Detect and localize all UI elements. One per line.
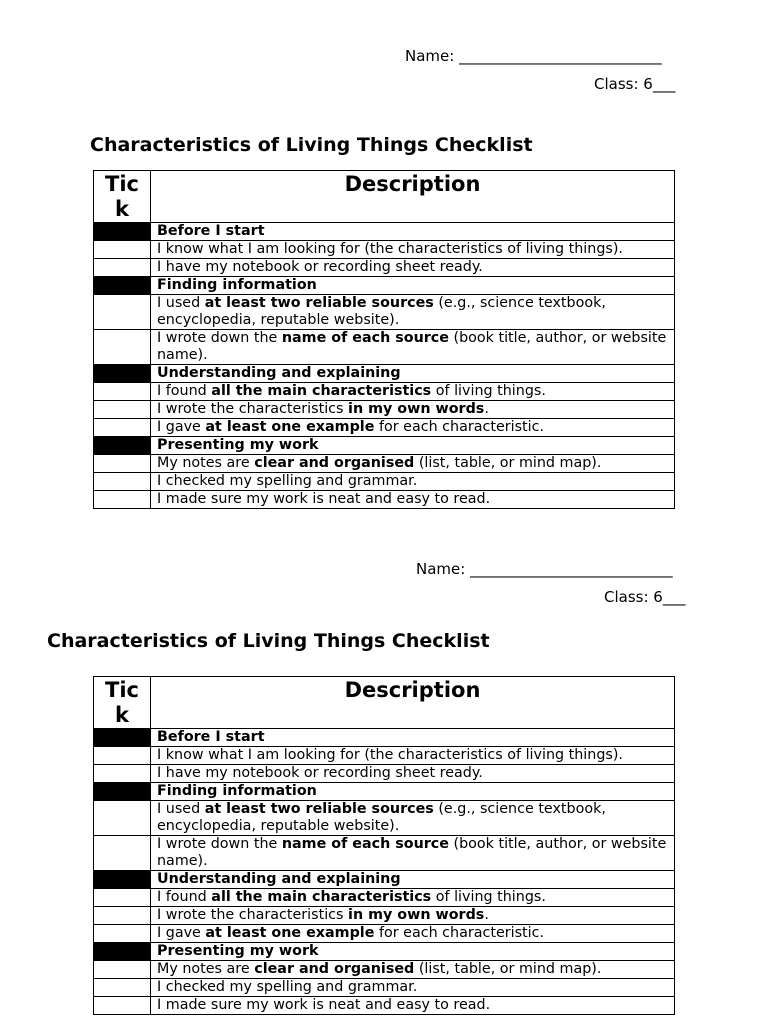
checklist-item-row <box>94 836 675 871</box>
tick-box[interactable] <box>94 907 151 925</box>
checklist-item-row <box>94 907 675 925</box>
class-field-label: Class: 6___ <box>594 75 676 93</box>
tick-box[interactable] <box>94 401 151 419</box>
section-tick-fill <box>94 365 151 383</box>
emphasis-text: in my own words <box>348 907 485 923</box>
section-row <box>94 365 675 383</box>
section-tick-fill <box>94 223 151 241</box>
checklist-item-row <box>94 401 675 419</box>
checklist-item-row <box>94 961 675 979</box>
emphasis-text: clear and organised <box>254 455 415 471</box>
section-row <box>94 437 675 455</box>
checklist-item-text: I wrote down the name of each source (book title, author, or website name). <box>151 836 675 871</box>
table-header-row <box>94 677 675 729</box>
section-row <box>94 729 675 747</box>
emphasis-text: all the main characteristics <box>211 889 432 905</box>
name-field-label: Name: ___________________________ <box>405 47 662 65</box>
checklist-item-text: I have my notebook or recording sheet ready. <box>151 259 675 277</box>
checklist-item-text: I wrote the characteristics in my own words. <box>151 907 675 925</box>
checklist-item-text: I know what I am looking for (the characteristics of living things). <box>151 747 675 765</box>
checklist-item-text: My notes are clear and organised (list, table, or mind map). <box>151 455 675 473</box>
checklist-item-text: I gave at least one example for each characteristic. <box>151 925 675 943</box>
tick-box[interactable] <box>94 259 151 277</box>
checklist-item-text: I made sure my work is neat and easy to read. <box>151 491 675 509</box>
checklist-item-text: I used at least two reliable sources (e.g., science textbook, encyclopedia, reputable website). <box>151 295 675 330</box>
section-heading: Understanding and explaining <box>151 871 675 889</box>
tick-box[interactable] <box>94 491 151 509</box>
checklist-item-row <box>94 801 675 836</box>
emphasis-text: name of each source <box>281 330 449 346</box>
section-heading: Before I start <box>151 729 675 747</box>
checklist-item-row <box>94 473 675 491</box>
emphasis-text: at least one example <box>205 419 375 435</box>
tick-header-line-2: k <box>115 703 129 727</box>
section-tick-fill <box>94 943 151 961</box>
tick-box[interactable] <box>94 801 151 836</box>
checklist-table <box>93 676 675 1015</box>
checklist-item-row <box>94 997 675 1015</box>
tick-box[interactable] <box>94 747 151 765</box>
checklist-item-row <box>94 455 675 473</box>
checklist-item-row <box>94 491 675 509</box>
name-field-label: Name: ___________________________ <box>416 560 673 578</box>
tick-box[interactable] <box>94 979 151 997</box>
checklist-item-text: My notes are clear and organised (list, table, or mind map). <box>151 961 675 979</box>
tick-box[interactable] <box>94 925 151 943</box>
tick-box[interactable] <box>94 997 151 1015</box>
checklist-item-text: I have my notebook or recording sheet ready. <box>151 765 675 783</box>
section-tick-fill <box>94 783 151 801</box>
tick-box[interactable] <box>94 889 151 907</box>
checklist-item-row <box>94 925 675 943</box>
checklist-body <box>94 223 675 509</box>
tick-column-header <box>94 677 151 729</box>
emphasis-text: all the main characteristics <box>211 383 432 399</box>
checklist-item-row <box>94 889 675 907</box>
emphasis-text: name of each source <box>281 836 449 852</box>
section-heading: Finding information <box>151 783 675 801</box>
section-tick-fill <box>94 437 151 455</box>
tick-header-line-2: k <box>115 197 129 221</box>
checklist-item-text: I used at least two reliable sources (e.g., science textbook, encyclopedia, reputable website). <box>151 801 675 836</box>
section-row <box>94 783 675 801</box>
section-row <box>94 871 675 889</box>
checklist-item-text: I found all the main characteristics of living things. <box>151 383 675 401</box>
checklist-item-text: I gave at least one example for each characteristic. <box>151 419 675 437</box>
page-title: Characteristics of Living Things Checklist <box>47 630 490 652</box>
section-heading: Before I start <box>151 223 675 241</box>
section-heading: Understanding and explaining <box>151 365 675 383</box>
checklist-item-text: I made sure my work is neat and easy to read. <box>151 997 675 1015</box>
checklist-item-row <box>94 419 675 437</box>
emphasis-text: at least two reliable sources <box>204 801 434 817</box>
description-column-header: Description <box>151 677 675 729</box>
tick-box[interactable] <box>94 383 151 401</box>
checklist-item-row <box>94 979 675 997</box>
emphasis-text: at least one example <box>205 925 375 941</box>
tick-box[interactable] <box>94 765 151 783</box>
page-title: Characteristics of Living Things Checklist <box>90 134 533 156</box>
emphasis-text: in my own words <box>348 401 485 417</box>
checklist-item-row <box>94 295 675 330</box>
tick-box[interactable] <box>94 295 151 330</box>
tick-header-line-1: Tic <box>105 678 139 702</box>
tick-box[interactable] <box>94 330 151 365</box>
tick-column-header <box>94 171 151 223</box>
checklist-item-row <box>94 765 675 783</box>
tick-header-line-1: Tic <box>105 172 139 196</box>
tick-box[interactable] <box>94 836 151 871</box>
section-heading: Presenting my work <box>151 943 675 961</box>
section-heading: Presenting my work <box>151 437 675 455</box>
checklist-item-row <box>94 383 675 401</box>
class-field-label: Class: 6___ <box>604 588 686 606</box>
checklist-item-text: I found all the main characteristics of living things. <box>151 889 675 907</box>
emphasis-text: at least two reliable sources <box>204 295 434 311</box>
checklist-table <box>93 170 675 509</box>
section-tick-fill <box>94 871 151 889</box>
tick-box[interactable] <box>94 473 151 491</box>
section-row <box>94 943 675 961</box>
tick-box[interactable] <box>94 419 151 437</box>
section-tick-fill <box>94 277 151 295</box>
checklist-item-row <box>94 747 675 765</box>
checklist-item-text: I wrote down the name of each source (book title, author, or website name). <box>151 330 675 365</box>
section-row <box>94 277 675 295</box>
description-column-header: Description <box>151 171 675 223</box>
section-tick-fill <box>94 729 151 747</box>
table-header-row <box>94 171 675 223</box>
checklist-body <box>94 729 675 1015</box>
checklist-item-text: I know what I am looking for (the characteristics of living things). <box>151 241 675 259</box>
checklist-item-text: I wrote the characteristics in my own words. <box>151 401 675 419</box>
checklist-item-row <box>94 330 675 365</box>
section-heading: Finding information <box>151 277 675 295</box>
tick-box[interactable] <box>94 961 151 979</box>
checklist-item-row <box>94 241 675 259</box>
checklist-item-text: I checked my spelling and grammar. <box>151 473 675 491</box>
emphasis-text: clear and organised <box>254 961 415 977</box>
section-row <box>94 223 675 241</box>
tick-box[interactable] <box>94 455 151 473</box>
checklist-item-row <box>94 259 675 277</box>
checklist-item-text: I checked my spelling and grammar. <box>151 979 675 997</box>
tick-box[interactable] <box>94 241 151 259</box>
